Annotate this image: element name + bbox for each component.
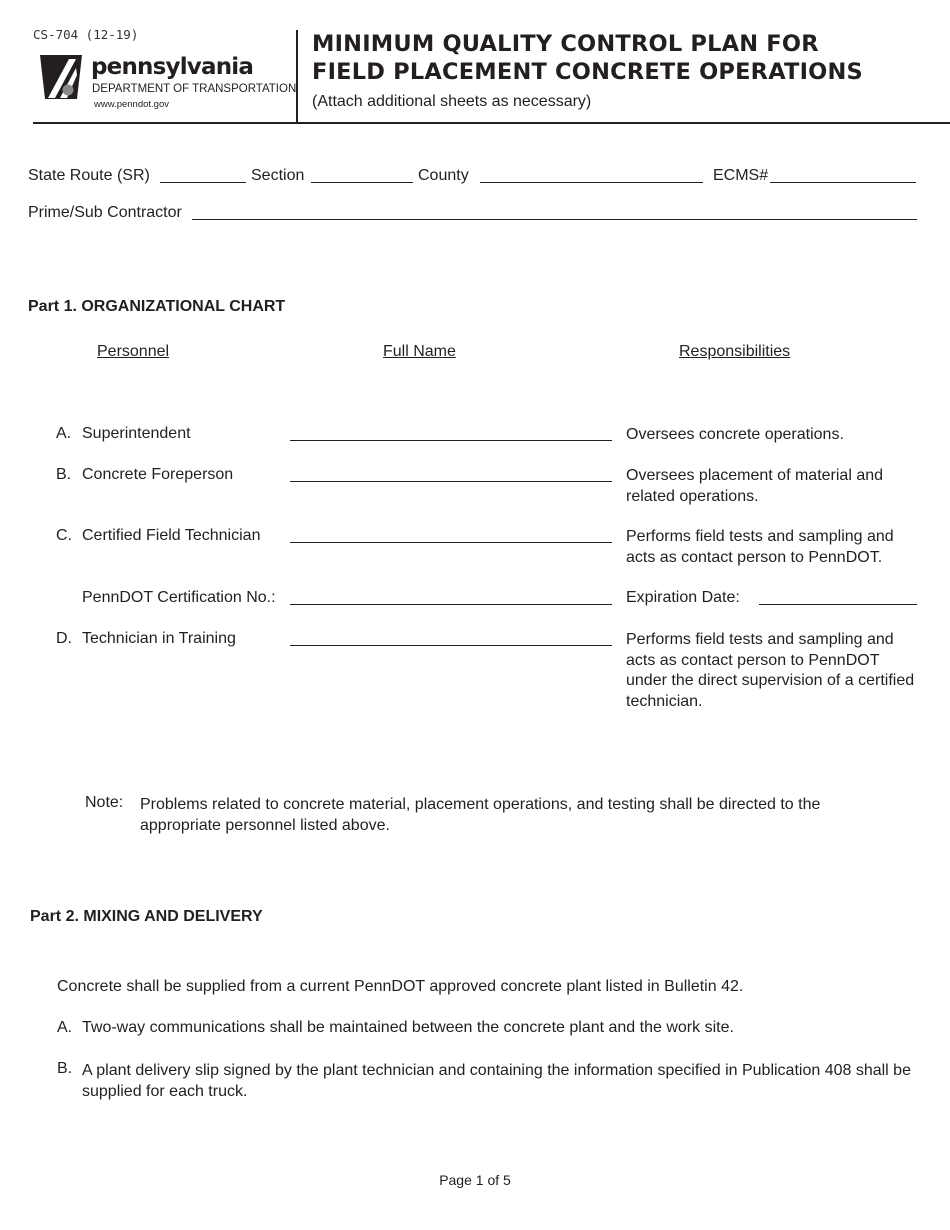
trainee-name-field[interactable] [290, 645, 612, 646]
expiration-label: Expiration Date: [626, 589, 740, 606]
header-divider-vertical [296, 30, 298, 124]
title-line-1: MINIMUM QUALITY CONTROL PLAN FOR [312, 31, 819, 57]
section-label: Section [251, 167, 305, 184]
row-d-responsibility: Performs field tests and sampling and acts as contact person to PennDOT under the direct supervision of a certified technician. [626, 631, 915, 710]
row-c-role: Certified Field Technician [82, 527, 261, 544]
page-number: Page 1 of 5 [439, 1172, 511, 1188]
part2-item-a-letter: A. [57, 1019, 73, 1036]
row-b-role: Concrete Foreperson [82, 466, 234, 483]
row-b-responsibility: Oversees placement of material and related operations. [626, 467, 884, 505]
ecms-label: ECMS# [713, 167, 769, 184]
certification-label: PennDOT Certification No.: [82, 589, 276, 606]
county-field[interactable] [480, 182, 703, 183]
note-label: Note: [85, 794, 124, 811]
header-divider-horizontal [33, 122, 950, 124]
part2-item-b-letter: B. [57, 1060, 73, 1077]
ecms-field[interactable] [770, 182, 916, 183]
section-field[interactable] [311, 182, 413, 183]
col-full-name: Full Name [383, 343, 456, 360]
keystone-icon [36, 52, 86, 102]
contractor-field[interactable] [192, 219, 917, 220]
contractor-label: Prime/Sub Contractor [28, 204, 182, 221]
part1-heading: Part 1. ORGANIZATIONAL CHART [28, 298, 286, 315]
row-c-letter: C. [56, 527, 72, 544]
page-subtitle: (Attach additional sheets as necessary) [312, 93, 592, 110]
superintendent-name-field[interactable] [290, 440, 612, 441]
form-id: CS-704 (12-19) [33, 27, 139, 42]
row-a-responsibility: Oversees concrete operations. [626, 426, 844, 443]
logo-name: pennsylvania [91, 54, 254, 80]
row-a-role: Superintendent [82, 425, 191, 442]
certification-number-field[interactable] [290, 604, 612, 605]
county-label: County [418, 167, 469, 184]
row-c-responsibility: Performs field tests and sampling and acts as contact person to PennDOT. [626, 528, 894, 566]
part2-intro: Concrete shall be supplied from a current PennDOT approved concrete plant listed in Bulletin 42. [57, 978, 744, 995]
penndot-logo [36, 52, 297, 114]
page-title [312, 30, 863, 86]
row-b-letter: B. [56, 466, 72, 483]
col-personnel: Personnel [97, 343, 170, 360]
state-route-label: State Route (SR) [28, 167, 150, 184]
row-d-letter: D. [56, 630, 72, 647]
foreperson-name-field[interactable] [290, 481, 612, 482]
title-line-2: FIELD PLACEMENT CONCRETE OPERATIONS [312, 59, 863, 85]
state-route-field[interactable] [160, 182, 246, 183]
note-text: Problems related to concrete material, placement operations, and testing shall be directed to the appropriate personnel listed above. [140, 796, 821, 834]
part2-item-a-text: Two-way communications shall be maintained between the concrete plant and the work site. [82, 1019, 734, 1036]
logo-url: www.penndot.gov [94, 99, 169, 110]
expiration-date-field[interactable] [759, 604, 917, 605]
row-a-letter: A. [56, 425, 72, 442]
part2-item-b-text: A plant delivery slip signed by the plant technician and containing the information specified in Publication 408 shall be supplied for each truck. [82, 1062, 911, 1100]
part2-heading: Part 2. MIXING AND DELIVERY [30, 908, 263, 925]
technician-name-field[interactable] [290, 542, 612, 543]
logo-department: DEPARTMENT OF TRANSPORTATION [92, 83, 297, 95]
col-responsibilities: Responsibilities [679, 343, 791, 360]
row-d-role: Technician in Training [82, 630, 236, 647]
